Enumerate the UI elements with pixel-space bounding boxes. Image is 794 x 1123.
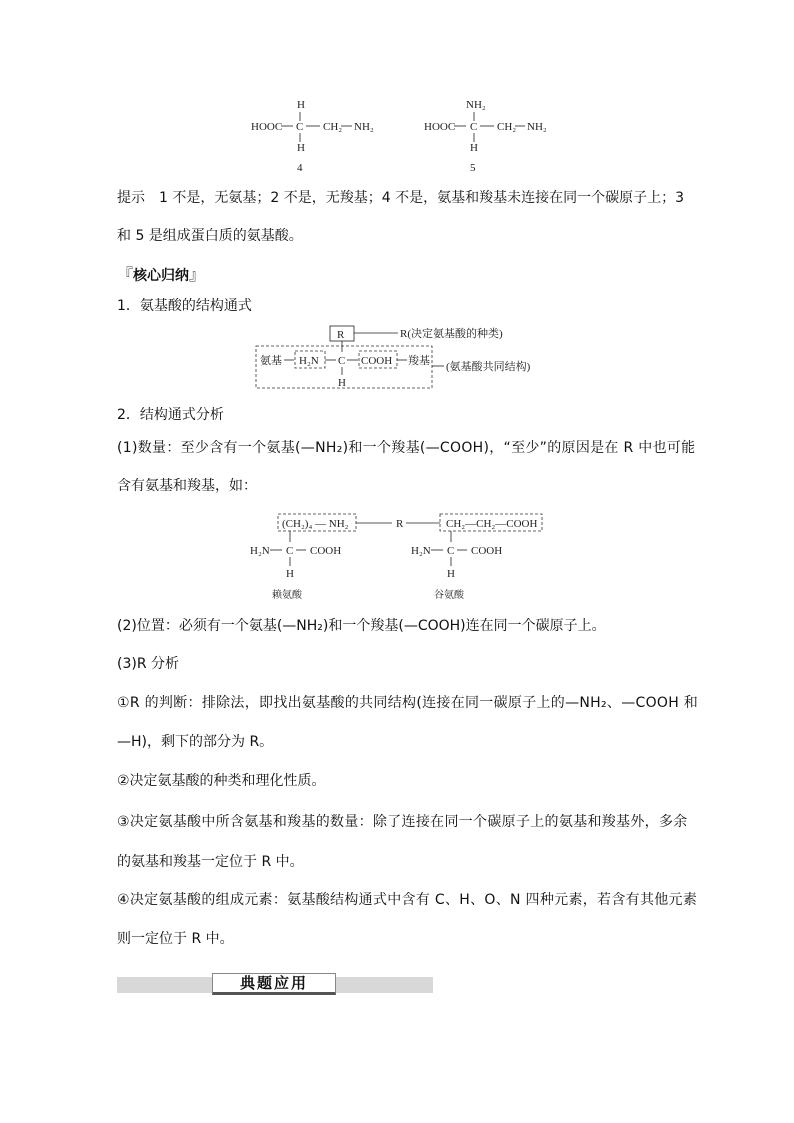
bracket-open: 『: [117, 265, 134, 284]
section-2-p3: (3)R 分析: [117, 656, 180, 672]
mol5-ch2: CH₂: [497, 121, 517, 133]
hint-line-1: 提示 1 不是，无氨基；2 不是，无羧基；4 不是，氨基和羧基未连接在同一个碳原子上；3: [117, 190, 684, 206]
section-2-p3a-line1: ①R 的判断：排除法，即找出氨基酸的共同结构(连接在同一碳原子上的—NH₂、—COOH 和: [117, 695, 699, 711]
lysine-cooh: COOH: [310, 545, 342, 557]
formula-c: C: [338, 355, 346, 367]
lysine-r-group: (CH₂)₄ — NH₂: [282, 518, 349, 530]
mol5-bottom: H: [470, 142, 478, 154]
section-2-title: 2．结构通式分析: [117, 407, 224, 423]
lysine-c: C: [286, 545, 294, 557]
mol4-top: H: [297, 99, 305, 111]
glutamate-name: 谷氨酸: [434, 590, 464, 601]
core-label-text: 核心归纳: [133, 268, 190, 284]
lysine-h: H: [286, 568, 294, 580]
mol4-hooc: HOOC: [251, 121, 283, 133]
bracket-close: 』: [189, 265, 206, 284]
general-formula-figure: [0, 322, 794, 402]
examples-r: R: [396, 518, 404, 530]
formula-cooh: COOH: [361, 355, 393, 367]
typical-problems-banner: 典题应用: [212, 973, 336, 995]
mol4-ch2: CH₂: [323, 121, 343, 133]
lysine-h2n: H₂N: [250, 545, 270, 557]
glutamate-h: H: [447, 568, 455, 580]
section-2-p3c-line1: ③决定氨基酸中所含氨基和羧基的数量：除了连接在同一个碳原子上的氨基和羧基外，多余: [117, 814, 688, 830]
mol5-nh2: NH₂: [527, 121, 547, 133]
mol5-top: NH₂: [466, 99, 486, 111]
formula-r: R: [337, 329, 345, 341]
formula-h2n: H₂N: [299, 355, 319, 367]
mol5-number: 5: [470, 162, 476, 174]
formula-r-note: R(决定氨基酸的种类): [400, 328, 503, 340]
section-2-p3d-line1: ④决定氨基酸的组成元素：氨基酸结构通式中含有 C、H、O、N 四种元素，若含有其他元素: [117, 892, 698, 908]
hint-line-2: 和 5 是组成蛋白质的氨基酸。: [117, 228, 303, 244]
glutamate-c: C: [447, 545, 455, 557]
lysine-name: 赖氨酸: [272, 590, 302, 601]
section-2-p3d-line2: 则一定位于 R 中。: [117, 931, 234, 947]
formula-h: H: [338, 377, 346, 389]
amino-label: 氨基: [260, 355, 282, 367]
section-2-p2: (2)位置：必须有一个氨基(—NH₂)和一个羧基(—COOH)连在同一个碳原子上。: [117, 618, 606, 634]
mol4-bottom: H: [297, 142, 305, 154]
section-2-p3c-line2: 的氨基和羧基一定位于 R 中。: [117, 854, 304, 870]
glutamate-cooh: COOH: [471, 545, 503, 557]
mol4-c: C: [296, 121, 304, 133]
mol4-nh2: NH₂: [354, 121, 374, 133]
common-structure-note: (氨基酸共同结构): [446, 361, 531, 373]
section-2-p3b: ②决定氨基酸的种类和理化性质。: [117, 773, 326, 789]
glutamate-r-group: CH₂—CH₂—COOH: [446, 518, 538, 530]
top-molecule-figure: [0, 0, 794, 180]
molecule-5: [424, 99, 547, 174]
amino-acid-examples-figure: [0, 506, 794, 606]
section-2-p1-line1: (1)数量：至少含有一个氨基(—NH₂)和一个羧基(—COOH)，“至少”的原因是在 R 中也可能: [117, 440, 696, 456]
mol5-c: C: [470, 121, 478, 133]
mol4-number: 4: [297, 162, 303, 174]
core-summary-label: [117, 262, 205, 285]
section-2-p3a-line2: —H)，剩下的部分为 R。: [117, 734, 274, 750]
carboxyl-label: 羧基: [408, 355, 430, 367]
glutamate-h2n: H₂N: [411, 545, 431, 557]
section-1-title: 1．氨基酸的结构通式: [117, 298, 252, 314]
molecule-4: [251, 99, 374, 174]
mol5-hooc: HOOC: [424, 121, 456, 133]
section-2-p1-line2: 含有氨基和羧基，如：: [117, 478, 257, 494]
